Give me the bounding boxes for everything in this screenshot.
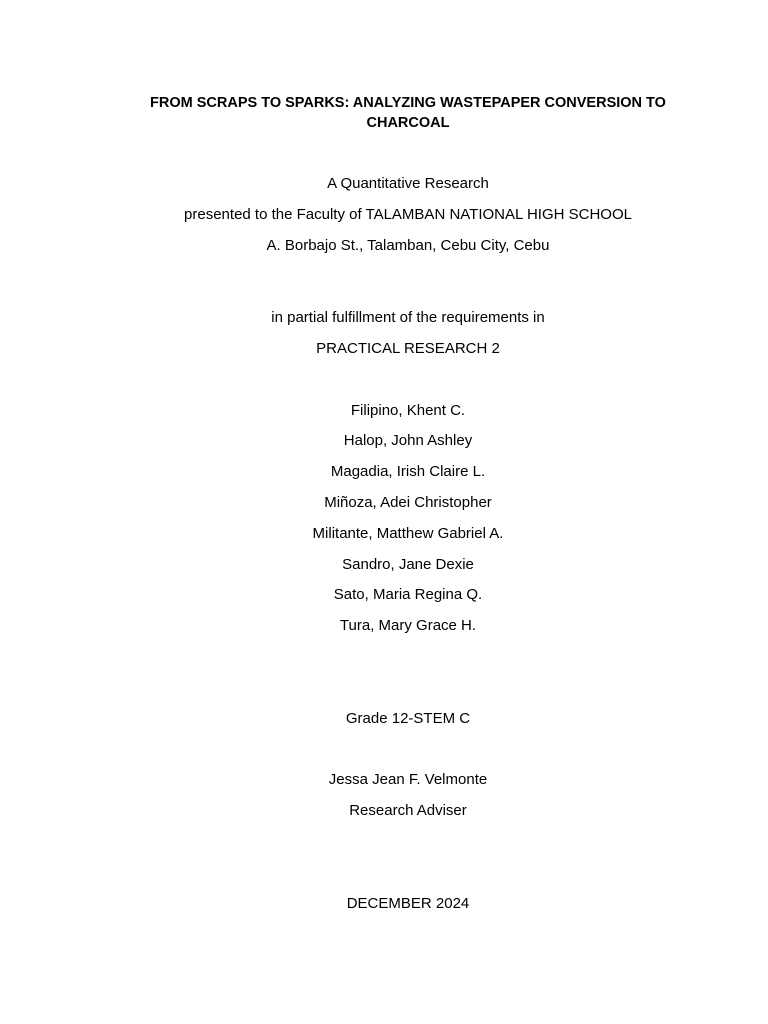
fulfillment-statement: in partial fulfillment of the requirements in bbox=[271, 309, 545, 326]
author-name: Sato, Maria Regina Q. bbox=[333, 586, 483, 603]
subject-name: PRACTICAL RESEARCH 2 bbox=[316, 340, 500, 357]
author-name: Halop, John Ashley bbox=[343, 432, 473, 449]
submission-date: DECEMBER 2024 bbox=[346, 895, 470, 912]
author-name: Miñoza, Adei Christopher bbox=[324, 494, 492, 511]
paper-title: FROM SCRAPS TO SPARKS: ANALYZING WASTEPAPER CONVERSION TO CHARCOAL bbox=[150, 95, 666, 131]
author-name: Filipino, Khent C. bbox=[350, 402, 466, 419]
author-name: Sandro, Jane Dexie bbox=[342, 556, 474, 573]
author-name: Magadia, Irish Claire L. bbox=[330, 463, 486, 480]
research-type: A Quantitative Research bbox=[327, 175, 489, 192]
presented-to: presented to the Faculty of TALAMBAN NATIONAL HIGH SCHOOL bbox=[184, 206, 632, 223]
grade-section: Grade 12-STEM C bbox=[345, 710, 471, 727]
adviser-name: Jessa Jean F. Velmonte bbox=[328, 771, 488, 788]
author-name: Tura, Mary Grace H. bbox=[339, 617, 477, 634]
adviser-role: Research Adviser bbox=[349, 802, 467, 819]
author-name: Militante, Matthew Gabriel A. bbox=[312, 525, 504, 542]
school-address: A. Borbajo St., Talamban, Cebu City, Cebu bbox=[266, 237, 550, 254]
